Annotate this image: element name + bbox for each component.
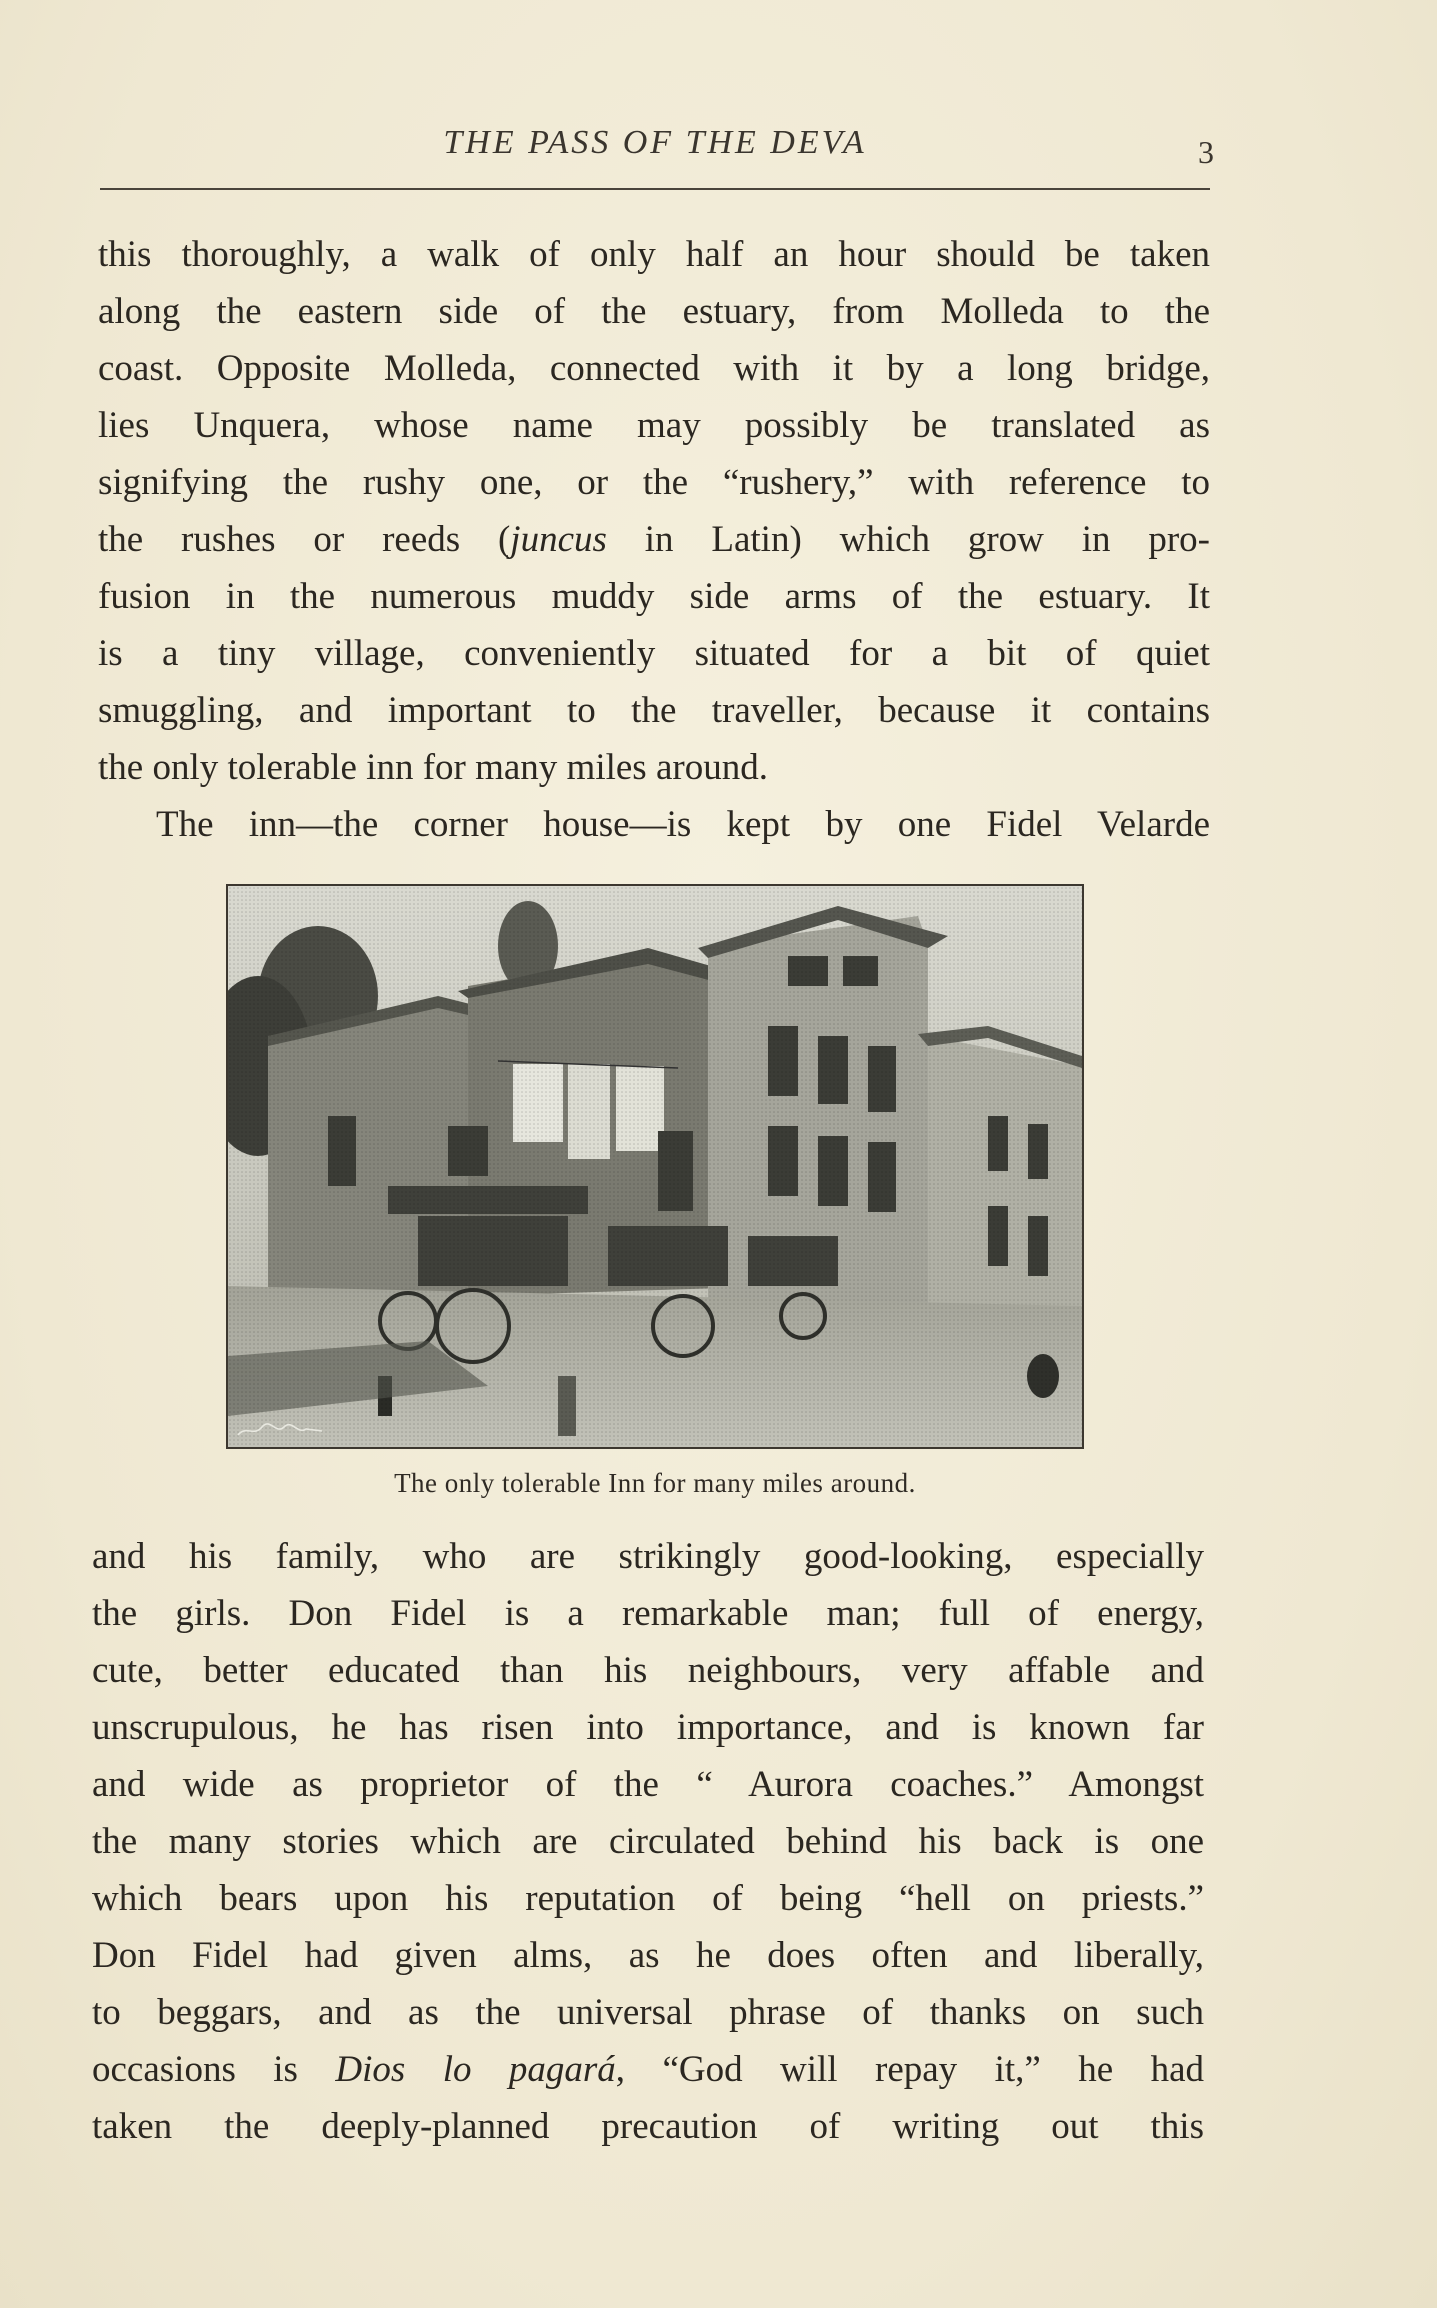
text-line: along the eastern side of the estuary, from Molleda to the bbox=[98, 291, 1210, 332]
text-line: this thoroughly, a walk of only half an hour should be taken bbox=[98, 234, 1210, 275]
figure-caption: The only tolerable Inn for many miles around. bbox=[394, 1468, 916, 1498]
text-line: the rushes or reeds (juncus in Latin) which grow in pro- bbox=[98, 519, 1210, 560]
engraver-mark bbox=[236, 1421, 326, 1439]
page-number: 3 bbox=[1198, 134, 1214, 170]
body-text-bottom bbox=[92, 1528, 1204, 2155]
text-line: Don Fidel had given alms, as he does often and liberally, bbox=[92, 1935, 1204, 1976]
text-line: signifying the rushy one, or the “rushery,” with reference to bbox=[98, 462, 1210, 503]
text-line: the only tolerable inn for many miles around. bbox=[98, 747, 768, 788]
text-line: cute, better educated than his neighbours, very affable and bbox=[92, 1650, 1204, 1691]
inn-photograph bbox=[226, 884, 1084, 1449]
text-line: is a tiny village, conveniently situated for a bit of quiet bbox=[98, 633, 1210, 674]
header-rule bbox=[100, 188, 1210, 190]
text-line: coast. Opposite Molleda, connected with it by a long bridge, bbox=[98, 348, 1210, 389]
running-title: THE PASS OF THE DEVA bbox=[443, 124, 867, 161]
paragraph-start-line: The inn—the corner house—is kept by one Fidel Velarde bbox=[156, 804, 1210, 845]
text-line: and wide as proprietor of the “ Aurora coaches.” Amongst bbox=[92, 1764, 1204, 1805]
text-line: fusion in the numerous muddy side arms of the estuary. It bbox=[98, 576, 1210, 617]
text-line: occasions is Dios lo pagará, “God will repay it,” he had bbox=[92, 2049, 1204, 2090]
text-line: smuggling, and important to the traveller, because it contains bbox=[98, 690, 1210, 731]
text-line: the many stories which are circulated behind his back is one bbox=[92, 1821, 1204, 1862]
text-line: to beggars, and as the universal phrase of thanks on such bbox=[92, 1992, 1204, 2033]
text-line: and his family, who are strikingly good-looking, especially bbox=[92, 1536, 1204, 1577]
body-text-top bbox=[98, 226, 1210, 853]
text-line: lies Unquera, whose name may possibly be translated as bbox=[98, 405, 1210, 446]
text-line: the girls. Don Fidel is a remarkable man; full of energy, bbox=[92, 1593, 1204, 1634]
text-line: which bears upon his reputation of being “hell on priests.” bbox=[92, 1878, 1204, 1919]
text-line: taken the deeply-planned precaution of writing out this bbox=[92, 2106, 1204, 2147]
running-head bbox=[100, 120, 1214, 180]
text-line: unscrupulous, he has risen into importance, and is known far bbox=[92, 1707, 1204, 1748]
